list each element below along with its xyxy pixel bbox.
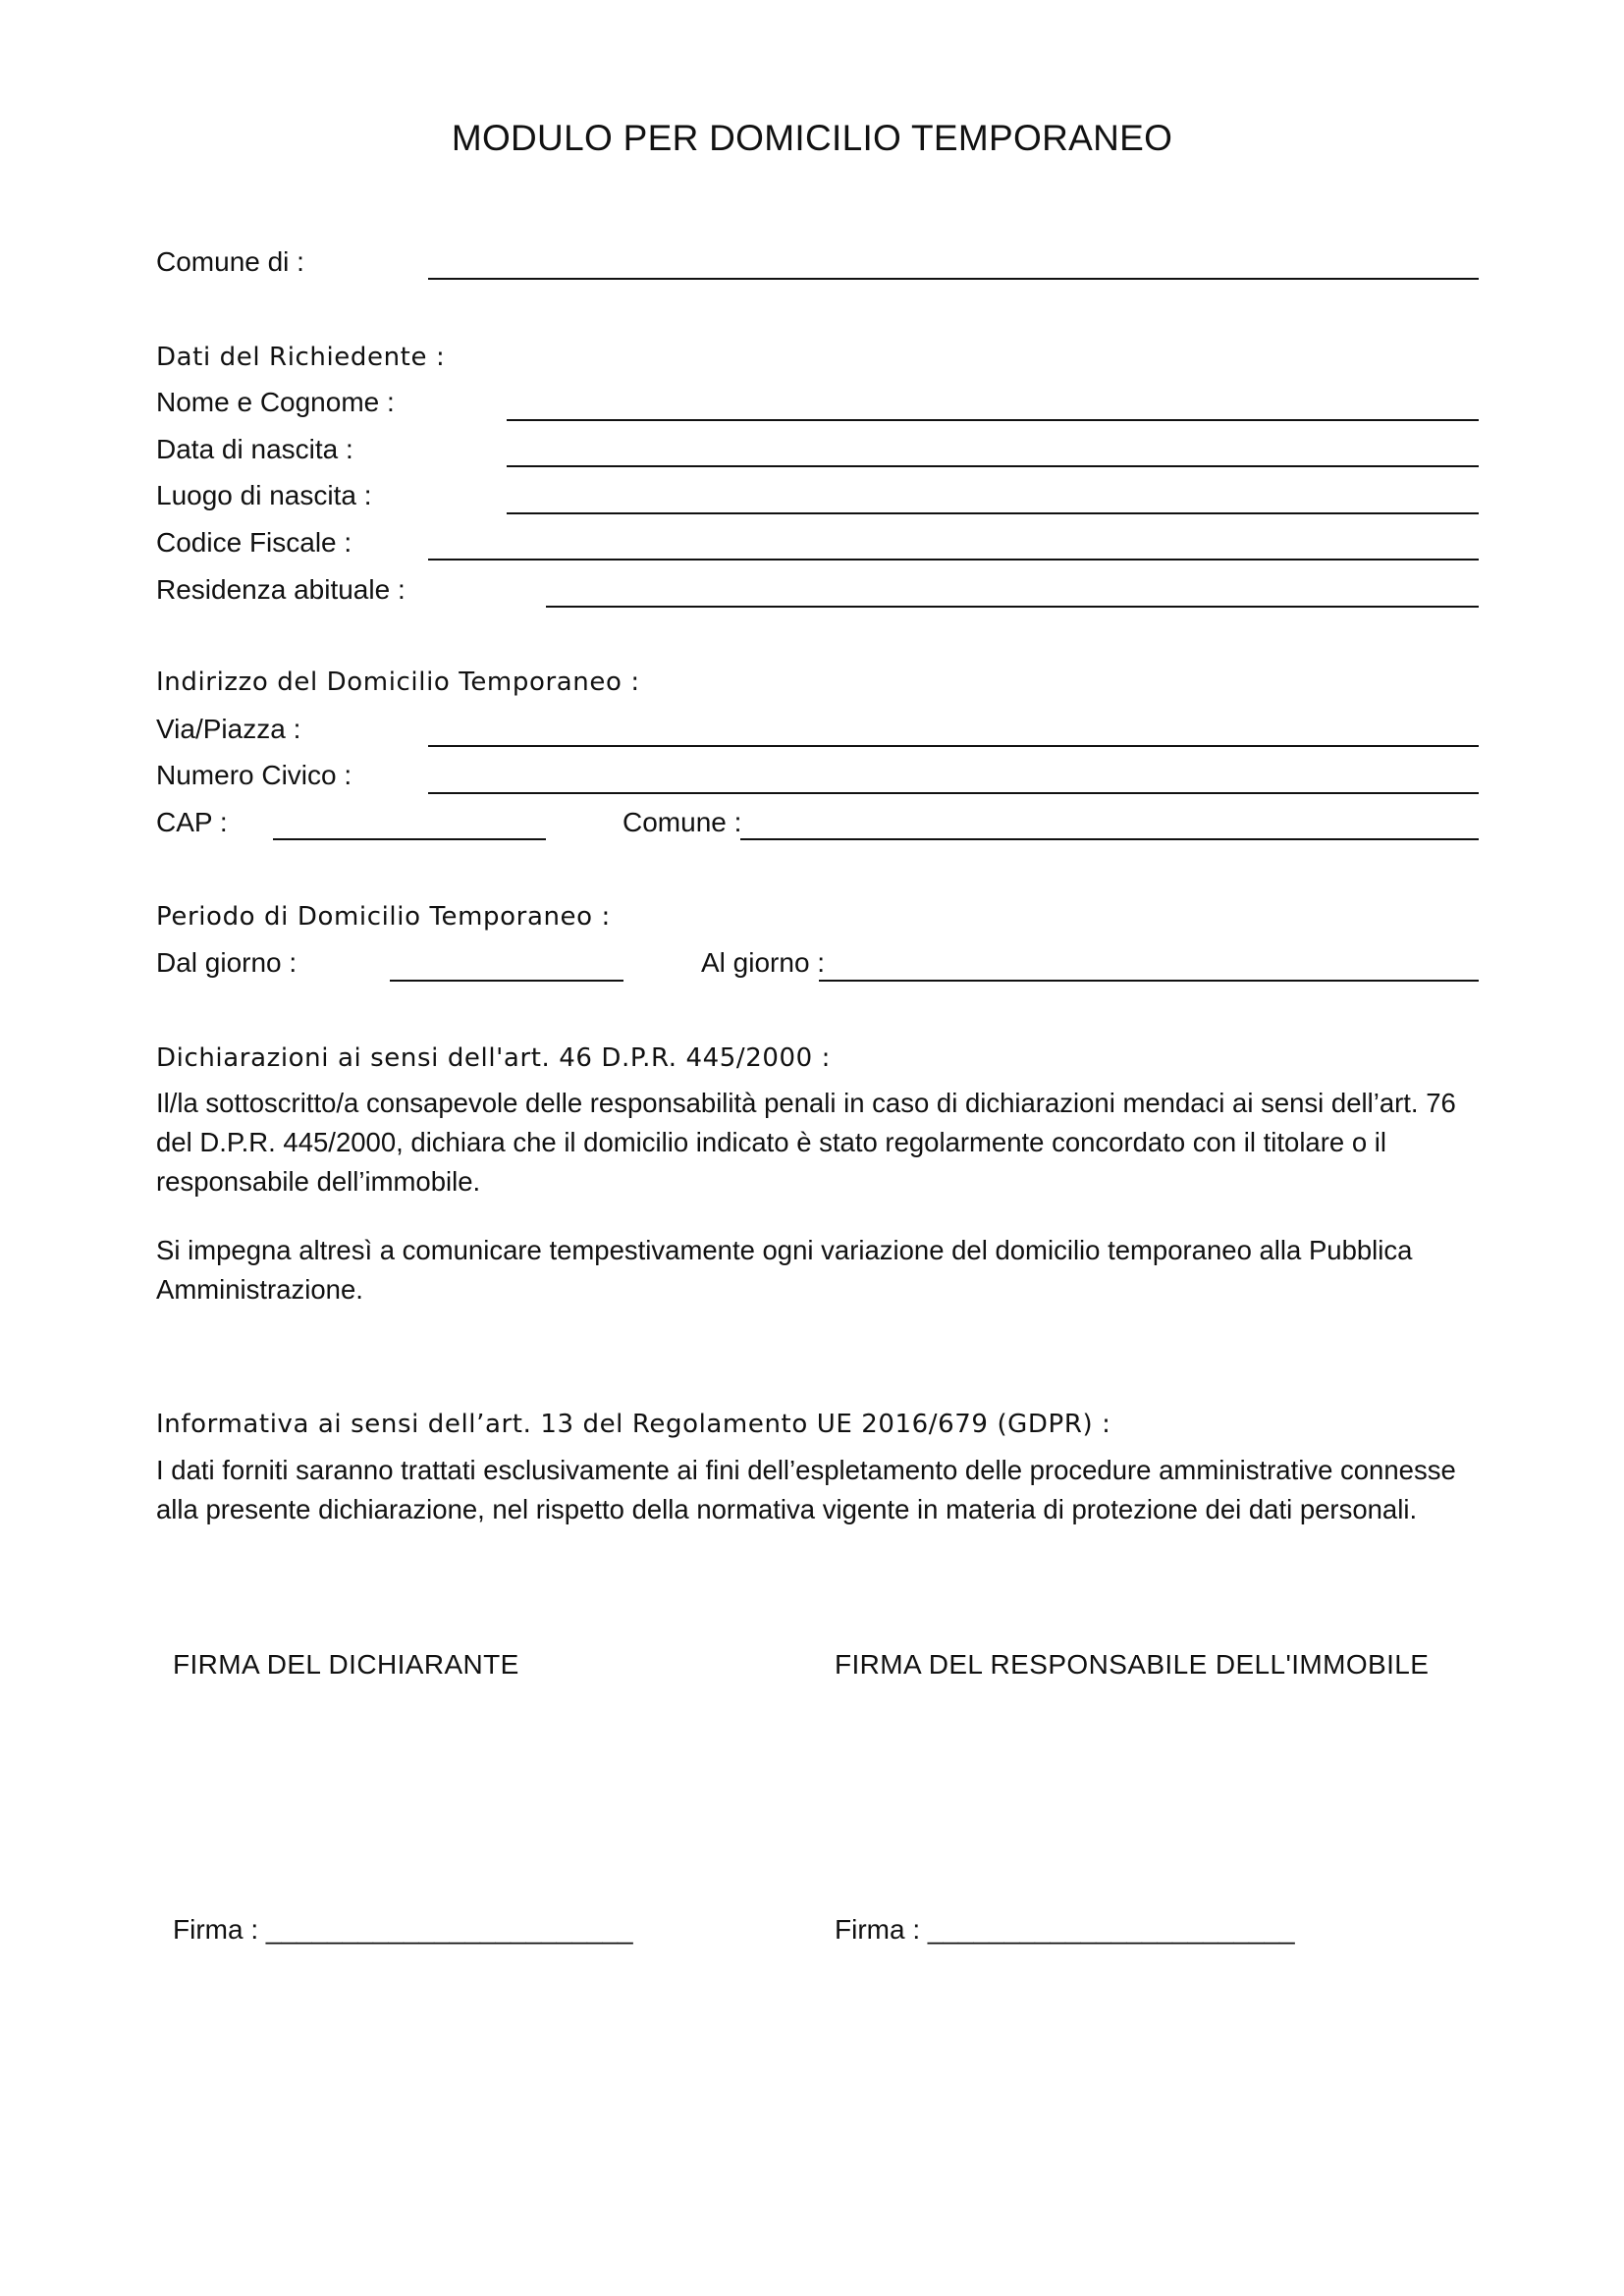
data-nascita-label: Data di nascita : bbox=[156, 434, 353, 464]
al-giorno-field[interactable] bbox=[819, 980, 1479, 982]
firma-responsabile-field[interactable]: Firma : ________________________ bbox=[835, 1914, 1295, 1945]
firma-dichiarante-field[interactable]: Firma : ________________________ bbox=[173, 1914, 633, 1945]
dal-giorno-field[interactable] bbox=[390, 980, 623, 982]
luogo-nascita-field[interactable] bbox=[507, 512, 1479, 514]
richiedente-heading: Dati del Richiedente : bbox=[156, 343, 446, 372]
comune-field[interactable] bbox=[428, 278, 1479, 280]
via-piazza-label: Via/Piazza : bbox=[156, 714, 301, 744]
dichiarazioni-heading: Dichiarazioni ai sensi dell'art. 46 D.P.R. 445/2000 : bbox=[156, 1043, 832, 1073]
dal-giorno-label: Dal giorno : bbox=[156, 947, 298, 978]
informativa-paragraph: I dati forniti saranno trattati esclusivamente ai fini dell’espletamento delle procedure amministrative connesse alla presente dichiarazione, nel rispetto della normativa vigente in materia di protezione dei dati personali. bbox=[156, 1455, 1456, 1524]
numero-civico-field[interactable] bbox=[428, 792, 1479, 794]
dichiarazioni-paragraph-2: Si impegna altresì a comunicare tempestivamente ogni variazione del domicilio temporaneo alla Pubblica Amministrazione. bbox=[156, 1235, 1413, 1305]
cap-field[interactable] bbox=[273, 838, 546, 840]
via-piazza-field[interactable] bbox=[428, 745, 1479, 747]
domicilio-comune-label: Comune : bbox=[623, 807, 742, 837]
nome-cognome-field[interactable] bbox=[507, 419, 1479, 421]
informativa-heading: Informativa ai sensi dell’art. 13 del Regolamento UE 2016/679 (GDPR) : bbox=[156, 1410, 1111, 1439]
page-title: MODULO PER DOMICILIO TEMPORANEO bbox=[451, 118, 1173, 158]
codice-fiscale-field[interactable] bbox=[428, 559, 1479, 561]
indirizzo-heading: Indirizzo del Domicilio Temporaneo : bbox=[156, 667, 640, 697]
data-nascita-field[interactable] bbox=[507, 465, 1479, 467]
residenza-field[interactable] bbox=[546, 606, 1479, 608]
comune-label: Comune di : bbox=[156, 246, 304, 277]
cap-label: CAP : bbox=[156, 807, 228, 837]
residenza-label: Residenza abituale : bbox=[156, 574, 406, 605]
codice-fiscale-label: Codice Fiscale : bbox=[156, 527, 352, 558]
luogo-nascita-label: Luogo di nascita : bbox=[156, 480, 372, 510]
dichiarazioni-paragraph-1: Il/la sottoscritto/a consapevole delle responsabilità penali in caso di dichiarazioni mendaci ai sensi dell’art. 76 del D.P.R. 445/2000, dichiara che il domicilio indicato è stato regolarmente concordato con il titolare o il responsabile dell’immobile. bbox=[156, 1088, 1456, 1197]
numero-civico-label: Numero Civico : bbox=[156, 760, 352, 790]
periodo-heading: Periodo di Domicilio Temporaneo : bbox=[156, 902, 611, 932]
nome-cognome-label: Nome e Cognome : bbox=[156, 387, 395, 417]
firma-dichiarante-heading: FIRMA DEL DICHIARANTE bbox=[173, 1649, 519, 1680]
domicilio-comune-field[interactable] bbox=[740, 838, 1479, 840]
firma-responsabile-heading: FIRMA DEL RESPONSABILE DELL'IMMOBILE bbox=[835, 1649, 1430, 1680]
al-giorno-label: Al giorno : bbox=[701, 947, 826, 978]
